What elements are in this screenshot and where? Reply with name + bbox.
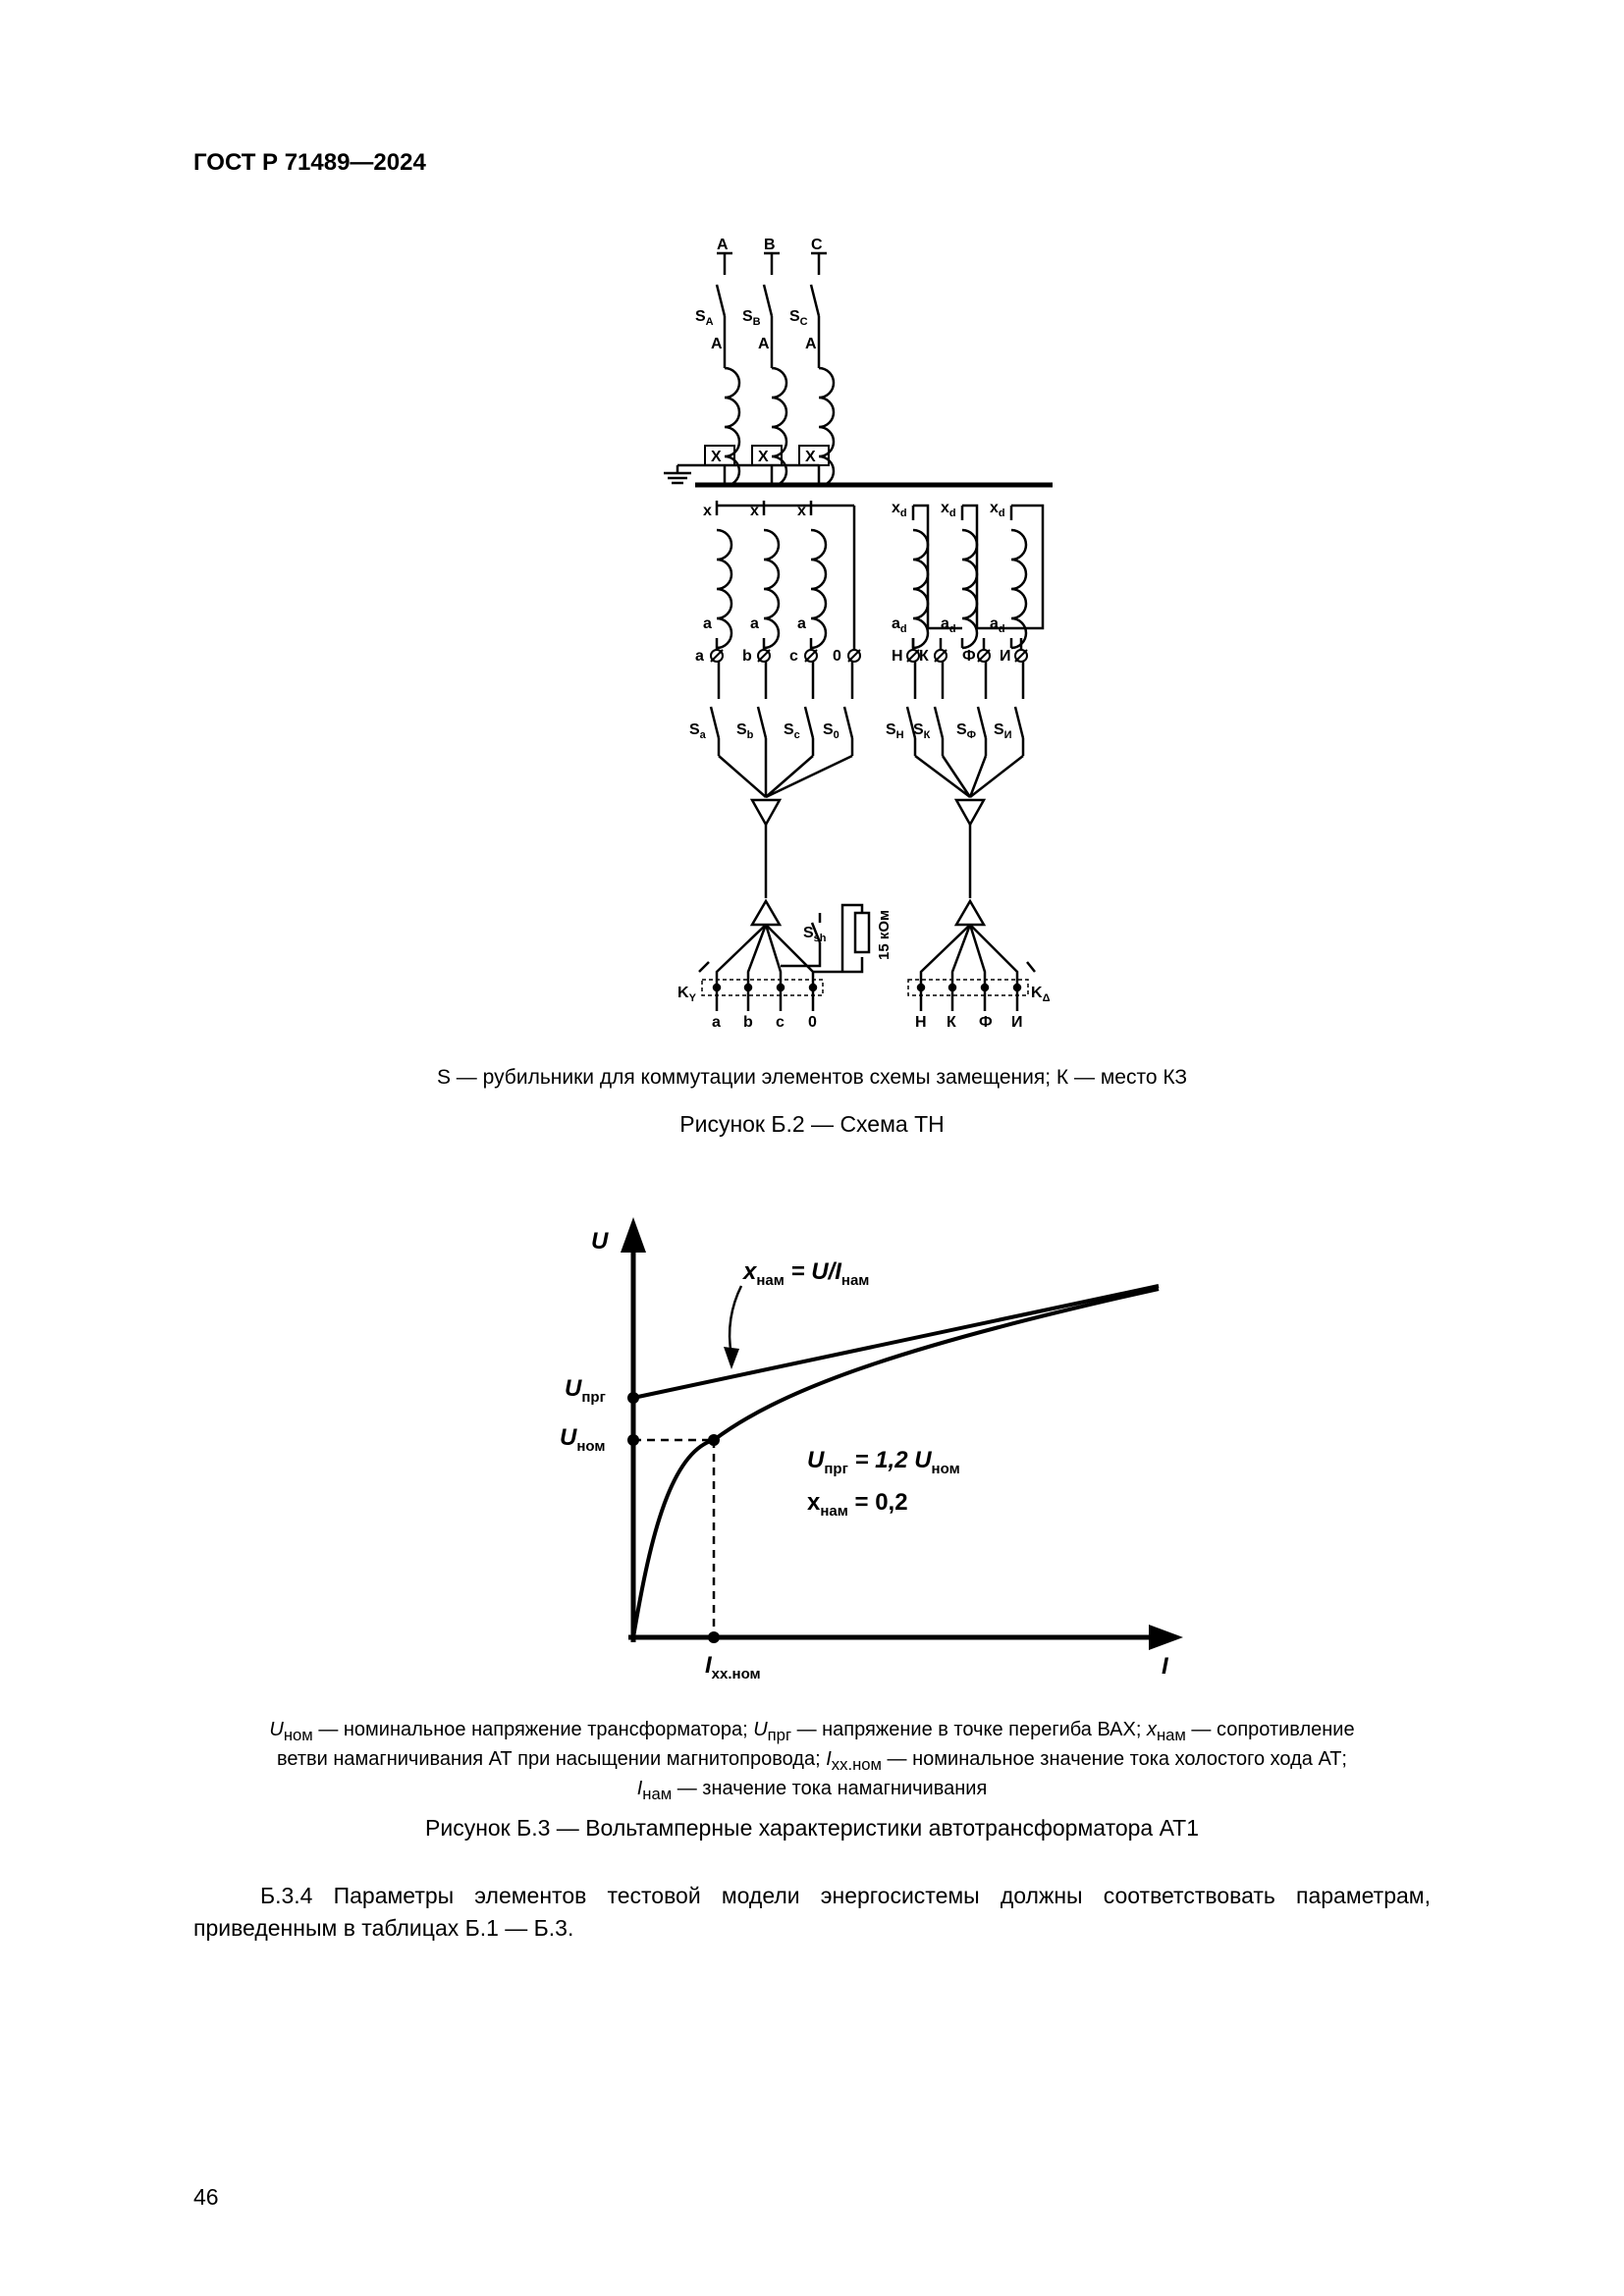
page-number: 46: [193, 2184, 219, 2210]
k-junction: [714, 985, 720, 990]
output-switch: [711, 707, 719, 738]
schematic-wires: [664, 253, 1053, 1011]
delta-top-label: $x_d$: [892, 500, 907, 519]
delta-bottom-terminal-label: Н: [915, 1014, 927, 1031]
body-paragraph: Б.3.4 Параметры элементов тестовой модели энергосистемы должны соответствовать параметрам, приведенным в таблицах Б.1 — Б.3.: [193, 1883, 1431, 1941]
lv-terminal-label: a: [695, 648, 704, 665]
document-header: ГОСТ Р 71489—2024: [193, 149, 426, 176]
star-buffer-top: [752, 800, 780, 825]
delta-terminal-label: Н: [892, 648, 903, 665]
formula-x-nam: $x_{нам} = U/I_{нам}$: [743, 1258, 870, 1289]
lv-top-label: x: [797, 503, 806, 519]
delta-funnel: [915, 756, 1023, 797]
u-prg-label: $U_{прг}$: [565, 1375, 606, 1406]
hv-top-label: A: [805, 336, 817, 352]
k-delta-label: $K_\Delta$: [1031, 985, 1051, 1004]
star-buffer-bottom: [752, 901, 780, 925]
lv-star-winding: [717, 530, 731, 648]
y-axis-label: U: [591, 1228, 609, 1255]
x-axis-label: I: [1162, 1653, 1168, 1680]
u-prg-point: [627, 1392, 639, 1404]
note-line-1: $U_{ном}$ — номинальное напряжение трансформатора; $U_{прг}$ — напряжение в точке перегиба ВАХ; $x_{нам}$ — сопротивление: [269, 1719, 1355, 1744]
phase-label: B: [764, 237, 776, 253]
phase-switch-label: $S_A$: [695, 308, 714, 328]
lv-star-winding: [764, 530, 779, 648]
figure-b3-chart: [0, 1178, 1624, 1688]
delta-bottom-terminal-label: Ф: [979, 1014, 993, 1031]
output-switch: [844, 707, 852, 738]
k-junction: [778, 985, 784, 990]
delta-bottom-label: $a_d$: [990, 615, 1005, 635]
lv-top-label: x: [750, 503, 759, 519]
k-junction: [1014, 985, 1020, 990]
k-delta-arrow: [1027, 962, 1035, 972]
delta-buffer-bottom: [956, 901, 984, 925]
output-switch-label: $S_a$: [689, 721, 706, 741]
delta-terminal-label: К: [919, 648, 929, 665]
lv-delta-winding: [1011, 530, 1026, 648]
phase-switch: [764, 285, 772, 316]
hv-winding: [725, 368, 739, 486]
lv-delta-winding: [913, 530, 928, 648]
star-bottom-terminal-label: b: [743, 1014, 753, 1031]
x-nam-value: $x_{нам} = 0,2$: [807, 1489, 908, 1520]
k-delta-box: [908, 980, 1028, 995]
delta-top-label: $x_d$: [941, 500, 956, 519]
schematic-labels: [677, 237, 1051, 1031]
star-funnel: [719, 756, 852, 797]
output-switch-label: $S_c$: [784, 721, 800, 741]
output-switch: [805, 707, 813, 738]
delta-link: [913, 506, 962, 628]
hv-top-label: A: [758, 336, 770, 352]
hv-winding: [819, 368, 834, 486]
delta-fan: [921, 925, 970, 1011]
k-star-arrow: [699, 962, 709, 972]
delta-buffer-top: [956, 800, 984, 825]
phase-label: C: [811, 237, 823, 253]
output-switch-label: $S_К$: [913, 721, 931, 741]
formula-pointer-head: [724, 1347, 739, 1369]
phase-switch-label: $S_C$: [789, 308, 808, 328]
k-junction: [982, 985, 988, 990]
delta-fan: [970, 925, 1017, 1011]
k-junction: [949, 985, 955, 990]
hv-bottom-label: X: [805, 449, 816, 465]
output-switch-label: $S_b$: [736, 721, 754, 741]
figure-b2-caption: Рисунок Б.2 — Схема ТН: [679, 1111, 945, 1137]
delta-link: [962, 506, 1011, 628]
i-xx-label: $I_{хх.ном}$: [705, 1652, 761, 1682]
neutral-terminal-label: 0: [833, 648, 841, 665]
delta-bottom-terminal-label: И: [1011, 1014, 1023, 1031]
lv-terminal-label: c: [789, 648, 798, 665]
phase-switch: [811, 285, 819, 316]
resistor: [855, 913, 869, 952]
output-switch-label: $S_0$: [823, 721, 839, 741]
output-switch-label: $S_Ф$: [956, 721, 977, 741]
delta-top-label: $x_d$: [990, 500, 1005, 519]
phase-label: A: [717, 237, 729, 253]
figure-b2-schematic: [0, 0, 1624, 1060]
delta-bottom-label: $a_d$: [941, 615, 956, 635]
formula-pointer: [730, 1286, 741, 1355]
u-nom-label: $U_{ном}$: [560, 1424, 606, 1455]
i-xx-point: [708, 1631, 720, 1643]
output-switch: [1015, 707, 1023, 738]
output-switch-label: $S_Н$: [886, 721, 904, 741]
k-junction: [745, 985, 751, 990]
y-axis-arrow: [621, 1217, 646, 1253]
delta-bottom-label: $a_d$: [892, 615, 907, 635]
delta-terminal-label: Ф: [962, 648, 976, 665]
u-nom-point: [627, 1434, 639, 1446]
k-star-label: $K_Y$: [677, 985, 696, 1004]
output-switch: [978, 707, 986, 738]
note-line-2: ветви намагничивания АТ при насыщении магнитопровода; $I_{хх.ном}$ — номинальное значение тока холостого хода АТ;: [276, 1748, 1347, 1774]
output-switch-label: $S_И$: [994, 721, 1012, 741]
delta-terminal-label: И: [1000, 648, 1011, 665]
lv-delta-winding: [962, 530, 977, 648]
output-switch: [935, 707, 943, 738]
figure-b3-note: [226, 1718, 1398, 1806]
lv-terminal-label: b: [742, 648, 752, 665]
k-junction: [810, 985, 816, 990]
lv-bottom-label: a: [703, 615, 712, 632]
hv-bottom-label: X: [711, 449, 722, 465]
output-switch: [758, 707, 766, 738]
figure-b3-caption: Рисунок Б.3 — Вольтамперные характеристики автотрансформатора АТ1: [425, 1815, 1199, 1841]
phase-switch: [717, 285, 725, 316]
lv-top-label: x: [703, 503, 712, 519]
hv-top-label: A: [711, 336, 723, 352]
delta-bottom-terminal-label: К: [947, 1014, 956, 1031]
lv-bottom-label: a: [797, 615, 806, 632]
x-axis-arrow: [1149, 1625, 1183, 1650]
star-bottom-terminal-label: a: [712, 1014, 721, 1031]
resistor-label: 15 кОм: [876, 909, 893, 960]
k-junction: [918, 985, 924, 990]
lv-bottom-label: a: [750, 615, 759, 632]
figure-b2-note: S — рубильники для коммутации элементов схемы замещения; К — место КЗ: [436, 1066, 1188, 1089]
star-bottom-terminal-label: 0: [808, 1014, 817, 1031]
note-line-3: $I_{нам}$ — значение тока намагничивания: [636, 1778, 988, 1803]
lv-star-winding: [811, 530, 826, 648]
saturation-line: [633, 1286, 1159, 1398]
phase-switch-label: $S_B$: [742, 308, 761, 328]
hv-winding: [772, 368, 786, 486]
delta-link: [1011, 506, 1043, 628]
star-fan: [717, 925, 766, 1011]
hv-bottom-label: X: [758, 449, 769, 465]
knee-point: [708, 1434, 720, 1446]
star-bottom-terminal-label: c: [776, 1014, 785, 1031]
shunt-switch-label: $S_{sh}$: [803, 925, 827, 944]
ratio-formula: $U_{прг} = 1,2$ $U_{ном}$: [807, 1447, 960, 1477]
